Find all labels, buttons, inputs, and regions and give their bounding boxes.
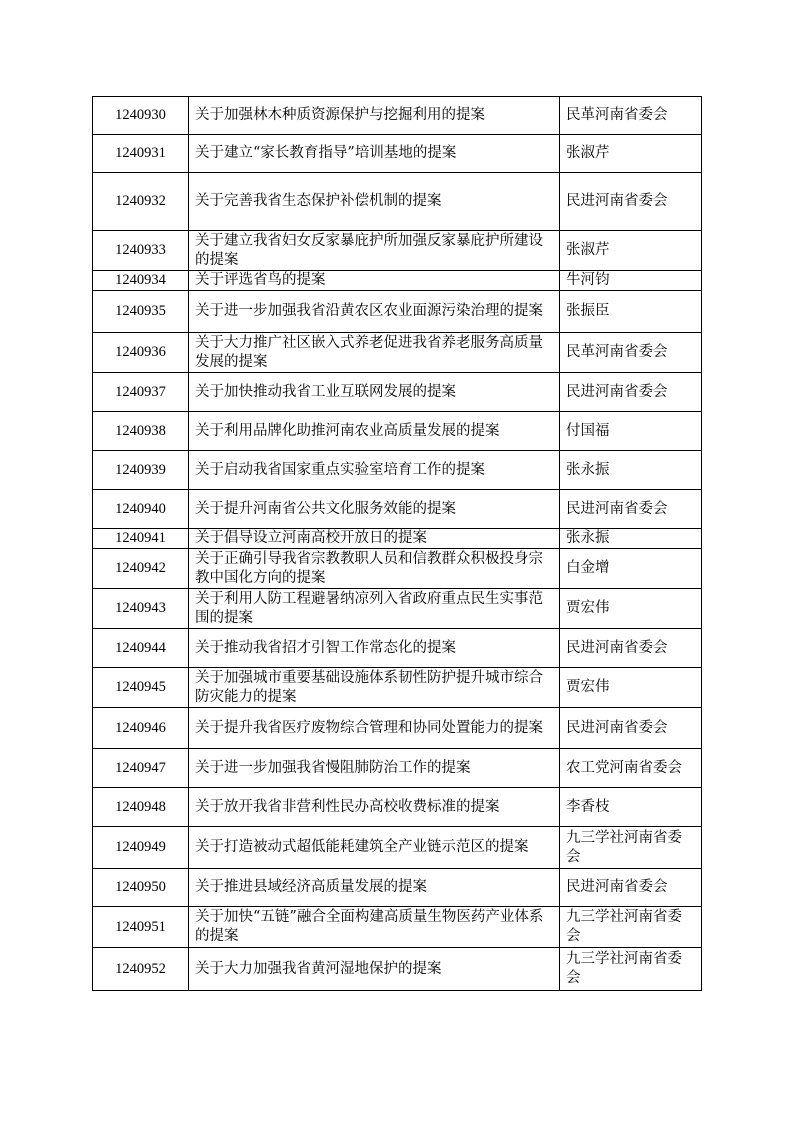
proposal-title: 关于正确引导我省宗教教职人员和信教群众积极投身宗教中国化方向的提案 <box>189 549 560 589</box>
proposal-title: 关于加快“五链”融合全面构建高质量生物医药产业体系的提案 <box>189 907 560 948</box>
proposal-number: 1240949 <box>93 827 189 869</box>
proposal-submitter: 张永振 <box>560 529 702 549</box>
proposal-number: 1240944 <box>93 629 189 668</box>
proposal-title: 关于利用人防工程避暑纳凉列入省政府重点民生实事范围的提案 <box>189 589 560 629</box>
table-row <box>93 97 702 135</box>
proposal-number: 1240937 <box>93 373 189 412</box>
proposal-number: 1240942 <box>93 549 189 589</box>
proposal-submitter: 九三学社河南省委会 <box>560 827 702 869</box>
proposal-title: 关于进一步加强我省沿黄农区农业面源污染治理的提案 <box>189 291 560 333</box>
proposal-submitter: 张永振 <box>560 451 702 490</box>
proposal-title: 关于完善我省生态保护补偿机制的提案 <box>189 173 560 231</box>
proposal-submitter: 张淑芹 <box>560 135 702 173</box>
proposal-submitter: 九三学社河南省委会 <box>560 948 702 991</box>
table-row <box>93 708 702 749</box>
table-row <box>93 869 702 907</box>
proposal-number: 1240935 <box>93 291 189 333</box>
proposal-number: 1240934 <box>93 271 189 291</box>
proposal-number: 1240938 <box>93 412 189 451</box>
table-row <box>93 490 702 529</box>
proposal-title: 关于评选省鸟的提案 <box>189 271 560 291</box>
proposal-submitter: 民进河南省委会 <box>560 869 702 907</box>
proposal-number: 1240932 <box>93 173 189 231</box>
proposal-title: 关于建立我省妇女反家暴庇护所加强反家暴庇护所建设的提案 <box>189 231 560 271</box>
proposal-title: 关于加强城市重要基础设施体系韧性防护提升城市综合防灾能力的提案 <box>189 668 560 708</box>
table-row <box>93 549 702 589</box>
proposal-title: 关于大力加强我省黄河湿地保护的提案 <box>189 948 560 991</box>
proposal-submitter: 民进河南省委会 <box>560 629 702 668</box>
proposal-submitter: 张振臣 <box>560 291 702 333</box>
proposal-number: 1240952 <box>93 948 189 991</box>
proposal-title: 关于倡导设立河南高校开放日的提案 <box>189 529 560 549</box>
proposal-submitter: 李香枝 <box>560 788 702 827</box>
proposal-submitter: 民进河南省委会 <box>560 708 702 749</box>
proposal-submitter: 民进河南省委会 <box>560 173 702 231</box>
table-row <box>93 907 702 948</box>
proposal-title: 关于加快推动我省工业互联网发展的提案 <box>189 373 560 412</box>
proposal-title: 关于放开我省非营利性民办高校收费标准的提案 <box>189 788 560 827</box>
table-row <box>93 173 702 231</box>
proposal-number: 1240950 <box>93 869 189 907</box>
table-row <box>93 412 702 451</box>
proposal-submitter: 民进河南省委会 <box>560 373 702 412</box>
proposal-submitter: 付国福 <box>560 412 702 451</box>
proposal-submitter: 农工党河南省委会 <box>560 749 702 788</box>
proposal-title: 关于启动我省国家重点实验室培育工作的提案 <box>189 451 560 490</box>
table-row <box>93 589 702 629</box>
proposal-number: 1240943 <box>93 589 189 629</box>
proposal-number: 1240946 <box>93 708 189 749</box>
proposal-submitter: 牛河钧 <box>560 271 702 291</box>
proposal-number: 1240936 <box>93 333 189 373</box>
proposal-submitter: 张淑芹 <box>560 231 702 271</box>
proposal-title: 关于提升我省医疗废物综合管理和协同处置能力的提案 <box>189 708 560 749</box>
proposal-submitter: 白金增 <box>560 549 702 589</box>
table-row <box>93 231 702 271</box>
proposal-title: 关于大力推广社区嵌入式养老促进我省养老服务高质量发展的提案 <box>189 333 560 373</box>
table-row <box>93 668 702 708</box>
table-row <box>93 333 702 373</box>
table-row <box>93 948 702 991</box>
table-row <box>93 373 702 412</box>
proposal-number: 1240939 <box>93 451 189 490</box>
proposal-number: 1240940 <box>93 490 189 529</box>
table-row <box>93 451 702 490</box>
proposal-number: 1240945 <box>93 668 189 708</box>
proposal-number: 1240948 <box>93 788 189 827</box>
proposal-submitter: 贾宏伟 <box>560 589 702 629</box>
table-row <box>93 271 702 291</box>
table-row <box>93 135 702 173</box>
proposal-title: 关于建立“家长教育指导”培训基地的提案 <box>189 135 560 173</box>
proposal-title: 关于提升河南省公共文化服务效能的提案 <box>189 490 560 529</box>
table-row <box>93 529 702 549</box>
proposal-title: 关于打造被动式超低能耗建筑全产业链示范区的提案 <box>189 827 560 869</box>
table-row <box>93 827 702 869</box>
proposal-table <box>92 96 702 991</box>
proposal-number: 1240931 <box>93 135 189 173</box>
proposal-submitter: 贾宏伟 <box>560 668 702 708</box>
proposal-table-body <box>93 97 702 991</box>
proposal-number: 1240951 <box>93 907 189 948</box>
proposal-title: 关于推进县域经济高质量发展的提案 <box>189 869 560 907</box>
proposal-number: 1240947 <box>93 749 189 788</box>
proposal-number: 1240941 <box>93 529 189 549</box>
proposal-title: 关于加强林木种质资源保护与挖掘利用的提案 <box>189 97 560 135</box>
proposal-number: 1240933 <box>93 231 189 271</box>
proposal-submitter: 民革河南省委会 <box>560 333 702 373</box>
table-row <box>93 749 702 788</box>
table-row <box>93 629 702 668</box>
proposal-title: 关于进一步加强我省慢阻肺防治工作的提案 <box>189 749 560 788</box>
proposal-submitter: 民进河南省委会 <box>560 490 702 529</box>
table-row <box>93 788 702 827</box>
proposal-number: 1240930 <box>93 97 189 135</box>
proposal-title: 关于利用品牌化助推河南农业高质量发展的提案 <box>189 412 560 451</box>
proposal-submitter: 民革河南省委会 <box>560 97 702 135</box>
table-row <box>93 291 702 333</box>
proposal-submitter: 九三学社河南省委会 <box>560 907 702 948</box>
proposal-title: 关于推动我省招才引智工作常态化的提案 <box>189 629 560 668</box>
